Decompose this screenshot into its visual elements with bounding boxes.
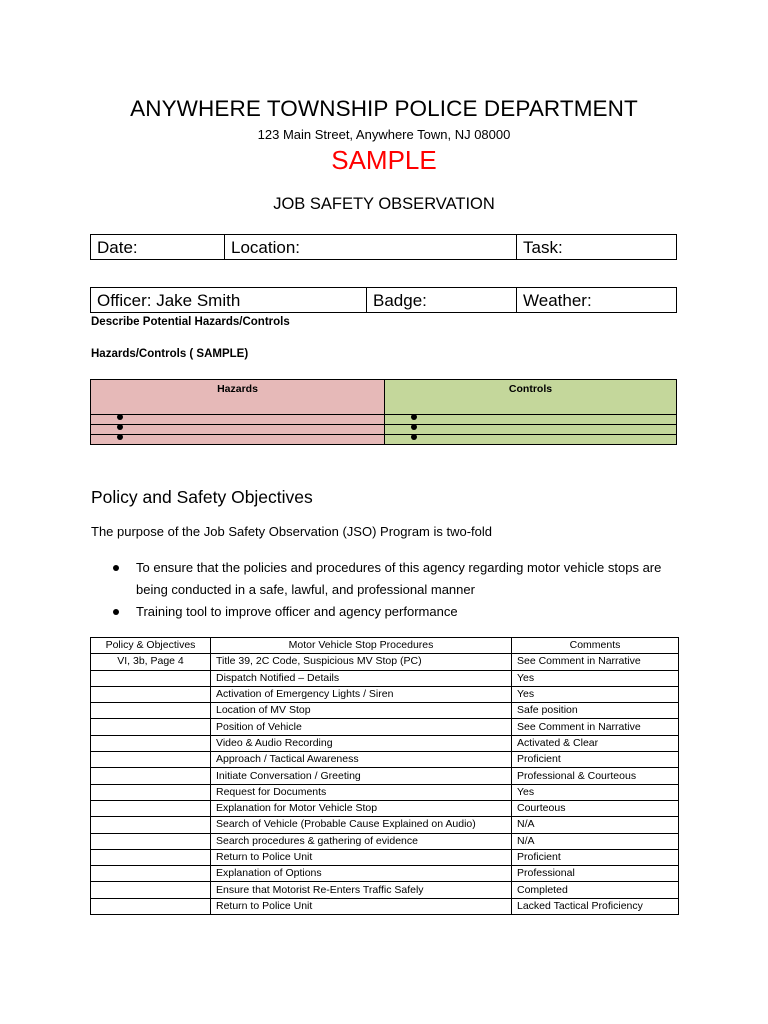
policy-cell[interactable]	[91, 686, 211, 702]
info-row-officer-badge-weather	[90, 287, 677, 313]
table-row	[91, 752, 679, 768]
bullet-icon	[411, 424, 417, 430]
hazard-control-row	[91, 425, 677, 435]
comment-cell[interactable]: Proficient	[512, 752, 679, 768]
procedure-cell[interactable]: Search procedures & gathering of evidence	[211, 833, 512, 849]
procedure-cell[interactable]: Approach / Tactical Awareness	[211, 752, 512, 768]
policy-intro: The purpose of the Job Safety Observation (JSO) Program is two-fold	[91, 524, 493, 539]
table-row	[91, 817, 679, 833]
bullet-icon	[113, 609, 119, 615]
table-row	[91, 866, 679, 882]
policy-cell[interactable]	[91, 670, 211, 686]
comment-cell[interactable]: Proficient	[512, 849, 679, 865]
comment-cell[interactable]: Yes	[512, 670, 679, 686]
policy-cell[interactable]	[91, 898, 211, 914]
hazard-control-row	[91, 435, 677, 445]
form-title: JOB SAFETY OBSERVATION	[273, 195, 495, 213]
policy-cell[interactable]	[91, 768, 211, 784]
org-address: 123 Main Street, Anywhere Town, NJ 08000	[257, 127, 511, 142]
procedures-header: Motor Vehicle Stop Procedures	[211, 638, 512, 654]
table-row	[91, 719, 679, 735]
table-row	[91, 833, 679, 849]
table-row	[91, 849, 679, 865]
officer-field[interactable]: Officer: Jake Smith	[91, 288, 367, 312]
location-field[interactable]: Location:	[225, 235, 517, 259]
policy-cell[interactable]	[91, 866, 211, 882]
procedure-cell[interactable]: Search of Vehicle (Probable Cause Explained on Audio)	[211, 817, 512, 833]
comment-cell[interactable]: See Comment in Narrative	[512, 654, 679, 670]
procedure-cell[interactable]: Video & Audio Recording	[211, 735, 512, 751]
bullet-icon	[113, 565, 119, 571]
control-cell[interactable]	[385, 435, 677, 445]
policy-cell[interactable]	[91, 703, 211, 719]
policy-cell[interactable]: VI, 3b, Page 4	[91, 654, 211, 670]
table-row	[91, 784, 679, 800]
control-cell[interactable]	[385, 425, 677, 435]
comment-cell[interactable]: Yes	[512, 686, 679, 702]
comment-cell[interactable]: Courteous	[512, 800, 679, 816]
bullet-icon	[411, 414, 417, 420]
policy-bullet-1: To ensure that the policies and procedures of this agency regarding motor vehicle stops are being conducted in a safe, lawful, and professional manner	[136, 560, 662, 597]
procedure-cell[interactable]: Initiate Conversation / Greeting	[211, 768, 512, 784]
hazard-cell[interactable]	[91, 425, 385, 435]
bullet-icon	[117, 414, 123, 420]
hazards-heading: Describe Potential Hazards/Controls	[91, 316, 290, 328]
policy-cell[interactable]	[91, 849, 211, 865]
policy-cell[interactable]	[91, 735, 211, 751]
comment-cell[interactable]: Yes	[512, 784, 679, 800]
task-field[interactable]: Task:	[523, 238, 563, 257]
comments-header: Comments	[512, 638, 679, 654]
comment-cell[interactable]: Professional & Courteous	[512, 768, 679, 784]
bullet-icon	[117, 424, 123, 430]
date-field[interactable]: Date:	[91, 235, 225, 259]
policy-objectives-header: Policy & Objectives	[91, 638, 211, 654]
policy-cell[interactable]	[91, 719, 211, 735]
comment-cell[interactable]: Professional	[512, 866, 679, 882]
policy-cell[interactable]	[91, 784, 211, 800]
comment-cell[interactable]: N/A	[512, 817, 679, 833]
table-row	[91, 654, 679, 670]
org-title: ANYWHERE TOWNSHIP POLICE DEPARTMENT	[130, 96, 638, 121]
table-row	[91, 686, 679, 702]
table-row	[91, 735, 679, 751]
table-row	[91, 768, 679, 784]
info-row-date-location-task	[90, 234, 677, 260]
comment-cell[interactable]: Completed	[512, 882, 679, 898]
procedure-cell[interactable]: Return to Police Unit	[211, 849, 512, 865]
policy-cell[interactable]	[91, 752, 211, 768]
table-row	[91, 882, 679, 898]
hazards-column-header: Hazards	[91, 380, 385, 415]
table-row	[91, 670, 679, 686]
procedure-cell[interactable]: Location of MV Stop	[211, 703, 512, 719]
policy-cell[interactable]	[91, 882, 211, 898]
policy-heading: Policy and Safety Objectives	[91, 487, 313, 507]
procedure-cell[interactable]: Explanation of Options	[211, 866, 512, 882]
hazards-controls-table	[90, 379, 677, 445]
procedure-cell[interactable]: Title 39, 2C Code, Suspicious MV Stop (PC)	[211, 654, 512, 670]
procedure-cell[interactable]: Return to Police Unit	[211, 898, 512, 914]
bullet-icon	[411, 434, 417, 440]
procedure-cell[interactable]: Dispatch Notified – Details	[211, 670, 512, 686]
bullet-icon	[117, 434, 123, 440]
procedures-table	[90, 637, 679, 915]
comment-cell[interactable]: N/A	[512, 833, 679, 849]
policy-cell[interactable]	[91, 817, 211, 833]
comment-cell[interactable]: Safe position	[512, 703, 679, 719]
hazard-cell[interactable]	[91, 435, 385, 445]
comment-cell[interactable]: Lacked Tactical Proficiency	[512, 898, 679, 914]
table-row	[91, 800, 679, 816]
hazards-subheading: Hazards/Controls ( SAMPLE)	[91, 348, 249, 360]
table-row	[91, 703, 679, 719]
control-cell[interactable]	[385, 415, 677, 425]
hazard-control-row	[91, 415, 677, 425]
policy-bullet-2: Training tool to improve officer and agency performance	[136, 604, 458, 619]
weather-field[interactable]: Weather:	[523, 291, 592, 310]
procedure-cell[interactable]: Activation of Emergency Lights / Siren	[211, 686, 512, 702]
table-row	[91, 898, 679, 914]
procedure-cell[interactable]: Explanation for Motor Vehicle Stop	[211, 800, 512, 816]
comment-cell[interactable]: See Comment in Narrative	[512, 719, 679, 735]
table-header-row	[91, 638, 679, 654]
procedure-cell[interactable]: Request for Documents	[211, 784, 512, 800]
badge-field[interactable]: Badge:	[367, 288, 517, 312]
controls-column-header: Controls	[385, 380, 677, 415]
policy-cell[interactable]	[91, 800, 211, 816]
sample-watermark: SAMPLE	[331, 145, 437, 175]
comment-cell[interactable]: Activated & Clear	[512, 735, 679, 751]
procedure-cell[interactable]: Ensure that Motorist Re-Enters Traffic Safely	[211, 882, 512, 898]
hazard-cell[interactable]	[91, 415, 385, 425]
procedure-cell[interactable]: Position of Vehicle	[211, 719, 512, 735]
policy-cell[interactable]	[91, 833, 211, 849]
